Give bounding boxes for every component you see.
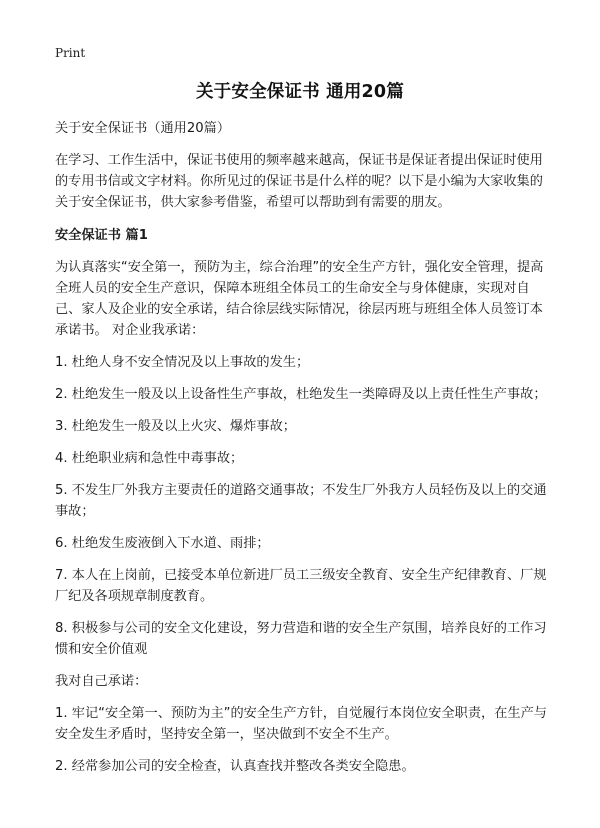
commitment-item-4: 4. 杜绝职业病和急性中毒事故； [55,451,244,466]
commitment-item-1: 1. 杜绝人身不安全情况及以上事故的发生； [55,355,310,370]
commitment-item-7: 7. 本人在上岗前，已接受本单位新进厂员工三级安全教育、安全生产纪律教育、厂规厂纪及各项规章制度教育。 [55,568,547,604]
self-commitment-item-1: 1. 牢记“安全第一、预防为主”的安全生产方针，自觉履行本岗位安全职责，在生产与安全发生矛盾时，坚持安全第一，坚决做到不安全不生产。 [55,706,547,742]
section-intro-paragraph: 为认真落实“安全第一，预防为主，综合治理”的安全生产方针，强化安全管理，提高全班人员的安全生产意识，保障本班组全体员工的生命安全与身体健康，实现对自己、家人及企业的安全承诺，结合徐层线实际情况，徐层丙班与班组全体人员签订本承诺书。 对企业我承诺： [55,260,544,338]
commitment-item-2: 2. 杜绝发生一般及以上设备性生产事故，杜绝发生一类障碍及以上责任性生产事故； [55,387,547,402]
intro-paragraph: 在学习、工作生活中，保证书使用的频率越来越高，保证书是保证者提出保证时使用的专用书信或文字材料。你所见过的保证书是什么样的呢？以下是小编为大家收集的关于安全保证书，供大家参考借鉴，希望可以帮助到有需要的朋友。 [55,153,543,210]
commitment-item-5: 5. 不发生厂外我方主要责任的道路交通事故；不发生厂外我方人员轻伤及以上的交通事故； [55,483,547,519]
commitment-item-8: 8. 积极参与公司的安全文化建设，努力营造和谐的安全生产氛围，培养良好的工作习惯和安全价值观 [55,621,547,657]
page-title: 关于安全保证书 通用20篇 [195,82,405,102]
print-link[interactable]: Print [55,46,86,60]
document-body [55,118,547,788]
commitment-item-6: 6. 杜绝发生废液倒入下水道、雨排； [55,536,270,551]
section-heading: 安全保证书 篇1 [55,228,148,243]
document-subtitle: 关于安全保证书（通用20篇） [55,121,231,136]
commitment-item-3: 3. 杜绝发生一般及以上火灾、爆炸事故； [55,419,296,434]
self-commitment-heading: 我对自己承诺： [55,674,148,689]
self-commitment-item-2: 2. 经常参加公司的安全检查，认真查找并整改各类安全隐患。 [55,759,415,774]
